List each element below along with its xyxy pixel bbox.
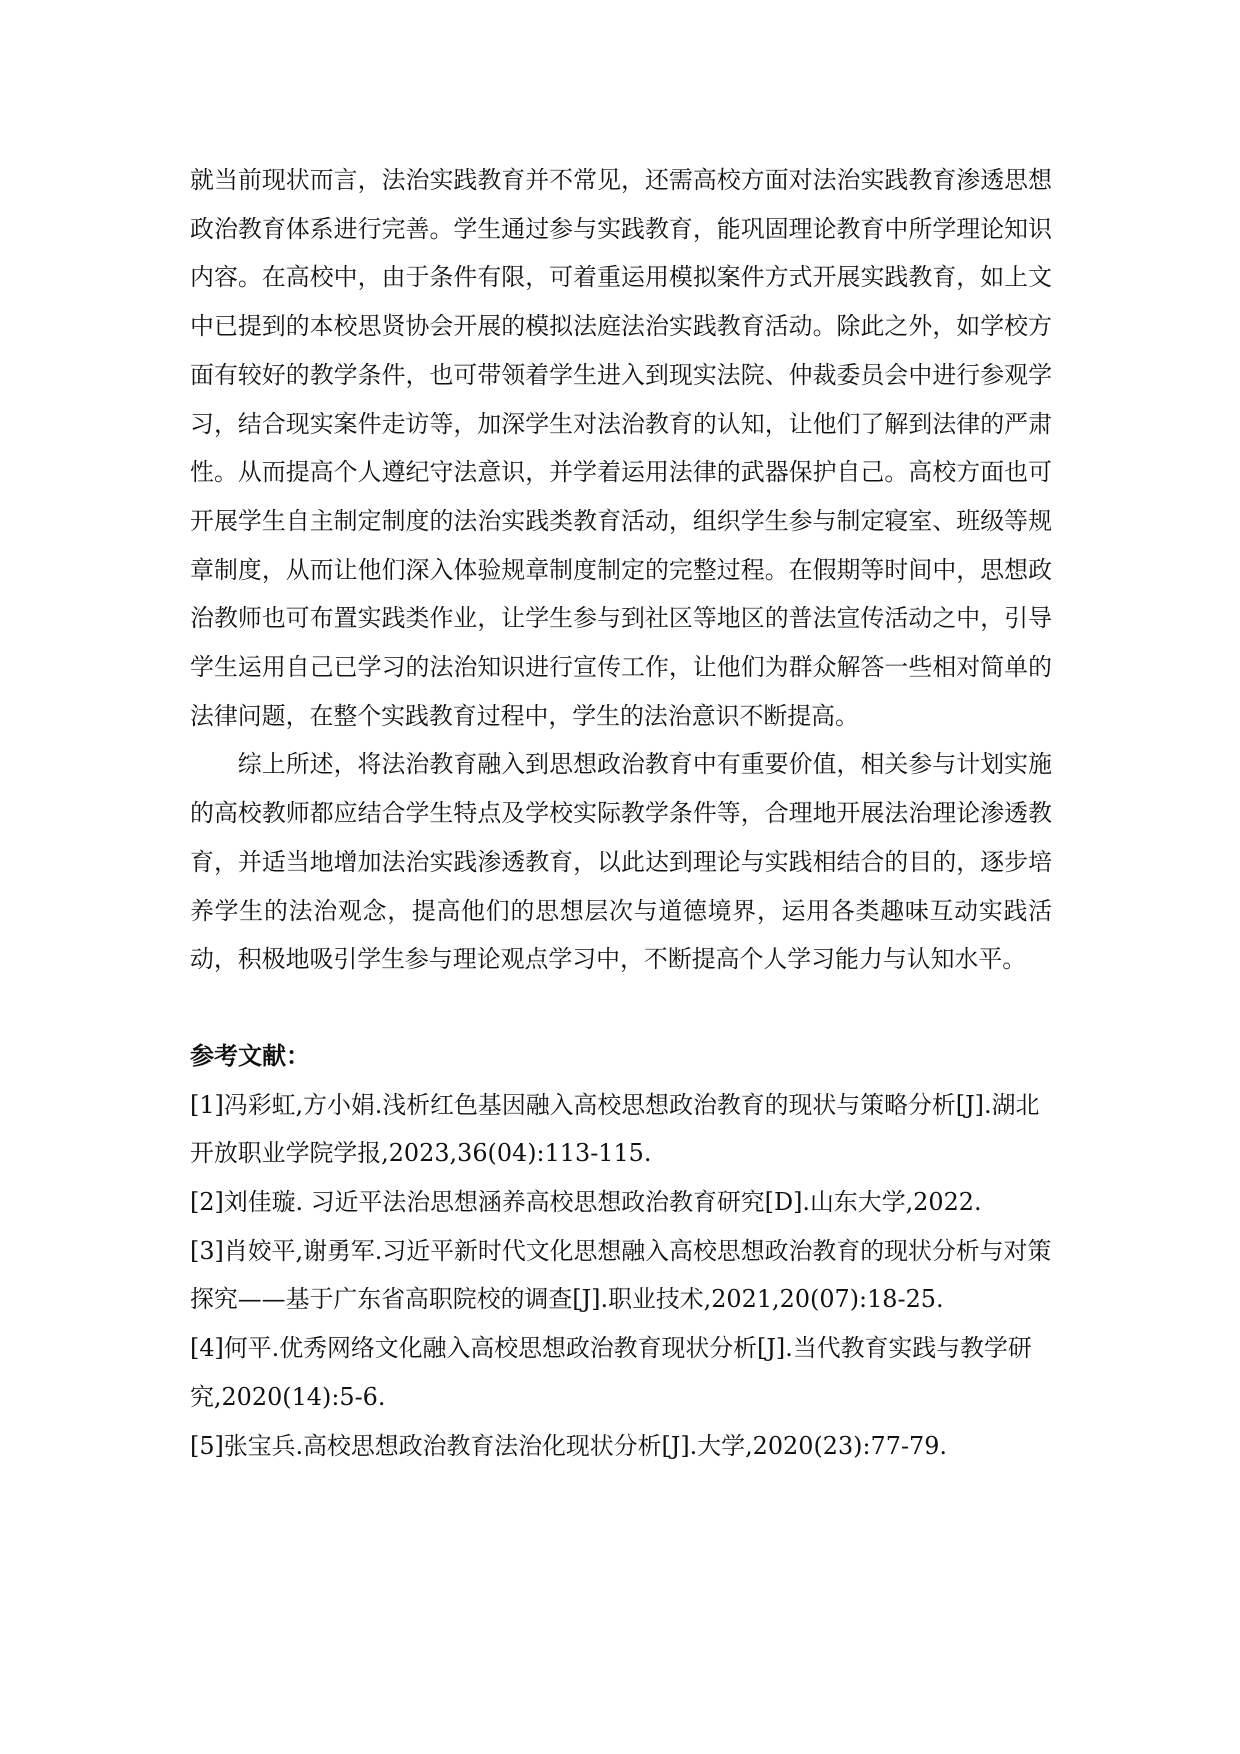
- references-heading: 参考文献：: [190, 1040, 310, 1070]
- reference-item-2: [2]刘佳璇. 习近平法治思想涵养高校思想政治教育研究[D].山东大学,2022.: [190, 1188, 982, 1217]
- body-paragraph-2: 综上所述，将法治教育融入到思想政治教育中有重要价值，相关参与计划实施的高校教师都应结合学生特点及学校实际教学条件等，合理地开展法治理论渗透教育，并适当地增加法治实践渗透教育，以此达到理论与实践相结合的目的，逐步培养学生的法治观念，提高他们的思想层次与道德境界，运用各类趣味互动实践活动，积极地吸引学生参与理论观点学习中，不断提高个人学习能力与认知水平。: [190, 750, 1052, 974]
- reference-item-1: [1]冯彩虹,方小娟.浅析红色基因融入高校思想政治教育的现状与策略分析[J].湖北开放职业学院学报,2023,36(04):113-115.: [190, 1090, 1040, 1168]
- body-paragraph-1: 就当前现状而言，法治实践教育并不常见，还需高校方面对法治实践教育渗透思想政治教育体系进行完善。学生通过参与实践教育，能巩固理论教育中所学理论知识内容。在高校中，由于条件有限，可着重运用模拟案件方式开展实践教育，如上文中已提到的本校思贤协会开展的模拟法庭法治实践教育活动。除此之外，如学校方面有较好的教学条件，也可带领着学生进入到现实法院、仲裁委员会中进行参观学习，结合现实案件走访等，加深学生对法治教育的认知，让他们了解到法律的严肃性。从而提高个人遵纪守法意识，并学着运用法律的武器保护自己。高校方面也可开展学生自主制定制度的法治实践类教育活动，组织学生参与制定寝室、班级等规章制度，从而让他们深入体验规章制度制定的完整过程。在假期等时间中，思想政治教师也可布置实践类作业，让学生参与到社区等地区的普法宣传活动之中，引导学生运用自己已学习的法治知识进行宣传工作，让他们为群众解答一些相对简单的法律问题，在整个实践教育过程中，学生的法治意识不断提高。: [190, 166, 1052, 730]
- reference-item-3: [3]肖姣平,谢勇军.习近平新时代文化思想融入高校思想政治教育的现状分析与对策探究——基于广东省高职院校的调查[J].职业技术,2021,20(07):18-25.: [190, 1236, 1052, 1314]
- reference-item-4: [4]何平.优秀网络文化融入高校思想政治教育现状分析[J].当代教育实践与教学研究,2020(14):5-6.: [190, 1334, 1032, 1411]
- document-content: [190, 156, 1052, 1470]
- reference-item-5: [5]张宝兵.高校思想政治教育法治化现状分析[J].大学,2020(23):77-79.: [190, 1431, 948, 1460]
